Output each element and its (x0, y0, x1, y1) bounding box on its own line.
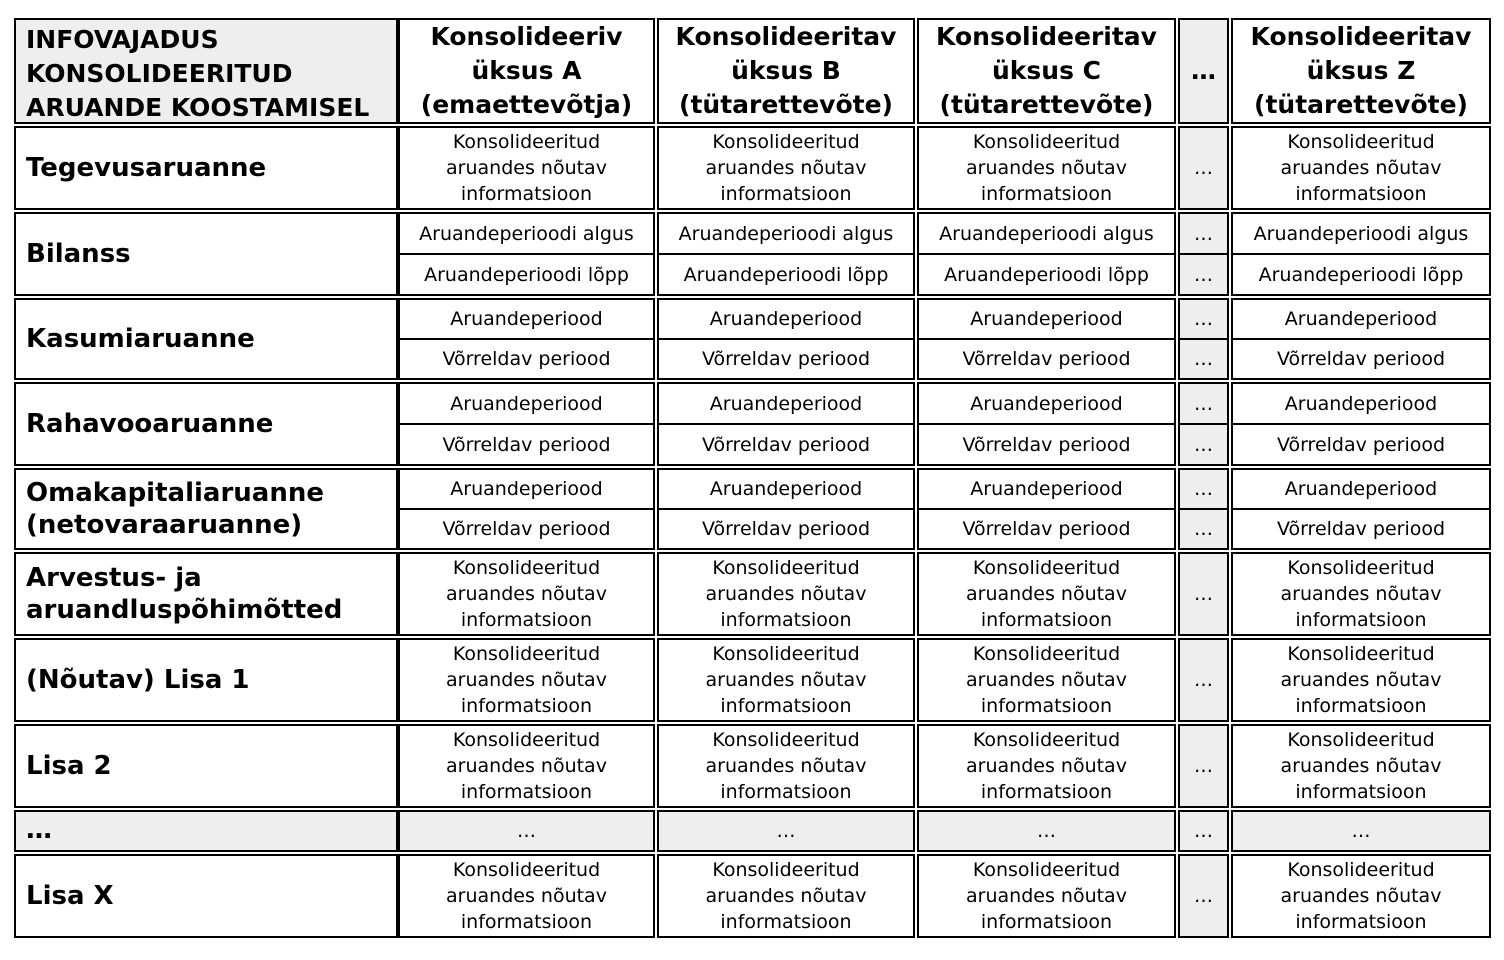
table-cell-bottom (917, 423, 1176, 466)
table-cell (917, 724, 1176, 808)
table-cell-top-text: Aruandeperiood (709, 478, 863, 500)
table-cell-top-text: Aruandeperiood (970, 478, 1123, 500)
table-cell (917, 552, 1176, 636)
table-cell-bottom (917, 508, 1176, 550)
row-label (14, 810, 398, 852)
table-cell-bottom (1231, 423, 1491, 466)
table-cell (1231, 810, 1491, 852)
table-corner-header-text: INFOVAJADUS KONSOLIDEERITUD ARUANDE KOOSTAMISEL (26, 25, 370, 122)
row-label (14, 298, 398, 380)
table-cell-bottom-text: Aruandeperioodi lõpp (944, 263, 1149, 286)
table-cell-top (917, 212, 1176, 255)
table-cell-top-text: Aruandeperioodi algus (939, 222, 1154, 245)
table-cell-bottom (657, 253, 915, 296)
table-cell-bottom (1231, 508, 1491, 550)
row-label-text: Lisa 2 (26, 751, 112, 781)
table-cell-text: Konsolideeritud aruandes nõutav informatsioon (1280, 557, 1442, 631)
table-cell (917, 810, 1176, 852)
table-cell (1178, 638, 1229, 722)
table-cell-bottom-text: Võrreldav periood (962, 433, 1131, 456)
table-cell-top-text: Aruandeperiood (1284, 392, 1438, 415)
table-cell-bottom-text: … (1194, 263, 1213, 286)
table-cell (398, 638, 655, 722)
table-cell-bottom (1178, 253, 1229, 296)
table-cell-text: Konsolideeritud aruandes nõutav informatsioon (1280, 859, 1442, 933)
table-cell (657, 724, 915, 808)
column-header-4-text: … (1191, 56, 1216, 85)
row-label-text: Tegevusaruanne (26, 153, 267, 183)
table-cell-bottom-text: Võrreldav periood (962, 348, 1131, 370)
table-cell (1231, 638, 1491, 722)
table-cell-top (1231, 382, 1491, 425)
table-cell-bottom (1178, 338, 1229, 380)
table-cell-top (657, 212, 915, 255)
row-label (14, 724, 398, 808)
table-cell-text: Konsolideeritud aruandes nõutav informatsioon (446, 643, 607, 717)
table-cell-bottom (657, 423, 915, 466)
table-cell-bottom-text: Aruandeperioodi lõpp (424, 263, 629, 286)
table-cell-text: … (1351, 820, 1371, 842)
table-cell-bottom-text: Võrreldav periood (1276, 433, 1446, 456)
table-corner-header (14, 18, 398, 124)
table-cell-bottom (1231, 338, 1491, 380)
table-cell (657, 638, 915, 722)
row-label (14, 212, 398, 296)
table-cell-top-text: … (1194, 478, 1213, 500)
table-cell-top (1231, 212, 1491, 255)
table-cell (1231, 724, 1491, 808)
table-cell-text: … (1037, 820, 1056, 842)
column-header-3 (917, 18, 1176, 124)
row-label-text: Kasumiaruanne (26, 324, 255, 354)
table-cell (398, 552, 655, 636)
row-label (14, 552, 398, 636)
row-label (14, 382, 398, 466)
table-cell-top-text: Aruandeperioodi algus (1253, 222, 1469, 245)
row-label-text: Omakapitaliaruanne (netovaraaruanne) (26, 478, 324, 540)
table-cell (917, 126, 1176, 210)
row-label-text: (Nõutav) Lisa 1 (26, 665, 250, 695)
table-cell-bottom (1178, 423, 1229, 466)
table-cell-bottom-text: … (1194, 433, 1213, 456)
table-cell (657, 552, 915, 636)
column-header-5-text: Konsolideeritav üksus Z (tütarettevõte) (1250, 22, 1472, 119)
table-cell-bottom-text: Võrreldav periood (962, 518, 1131, 540)
table-cell (398, 126, 655, 210)
table-cell-bottom-text: Aruandeperioodi lõpp (683, 263, 889, 286)
column-header-1 (398, 18, 655, 124)
table-cell-top-text: Aruandeperiood (970, 392, 1123, 415)
row-label-text: Rahavooaruanne (26, 409, 274, 439)
table-cell-top-text: Aruandeperioodi algus (678, 222, 894, 245)
table-cell-top (1178, 468, 1229, 510)
table-cell-text: … (1194, 820, 1213, 842)
table-cell (398, 854, 655, 938)
table-cell-text: Konsolideeritud aruandes nõutav informatsioon (705, 643, 867, 717)
table-cell (657, 126, 915, 210)
table-cell (1178, 552, 1229, 636)
table-cell-bottom-text: Võrreldav periood (701, 518, 871, 540)
table-cell-top-text: … (1194, 308, 1213, 330)
table-cell-top (657, 382, 915, 425)
table-cell-bottom-text: … (1194, 518, 1213, 540)
table-cell-text: Konsolideeritud aruandes nõutav informatsioon (966, 859, 1127, 933)
table-cell-top (398, 468, 655, 510)
table-cell-top (657, 298, 915, 340)
table-cell (398, 810, 655, 852)
table-cell (657, 854, 915, 938)
table-cell-top (398, 212, 655, 255)
table-cell-top-text: Aruandeperiood (450, 308, 603, 330)
table-cell-text: … (1194, 157, 1213, 179)
table-cell-text: Konsolideeritud aruandes nõutav informatsioon (446, 729, 607, 803)
table-cell-bottom (657, 508, 915, 550)
row-label-text: Lisa X (26, 881, 114, 911)
table-cell-text: Konsolideeritud aruandes nõutav informatsioon (1280, 729, 1442, 803)
table-cell (917, 854, 1176, 938)
table-cell-bottom (917, 338, 1176, 380)
table-cell-top (917, 298, 1176, 340)
table-cell-bottom-text: Aruandeperioodi lõpp (1258, 263, 1464, 286)
row-label-text: … (26, 815, 52, 845)
table-cell-top (1178, 382, 1229, 425)
row-label (14, 468, 398, 550)
table-cell-text: Konsolideeritud aruandes nõutav informatsioon (1280, 643, 1442, 717)
column-header-5 (1231, 18, 1491, 124)
table-cell-bottom-text: Võrreldav periood (442, 433, 611, 456)
table-cell-top (917, 382, 1176, 425)
table-cell (917, 638, 1176, 722)
table-cell (1231, 552, 1491, 636)
table-cell (1231, 126, 1491, 210)
table-cell-top (398, 298, 655, 340)
table-cell-bottom (398, 423, 655, 466)
table-cell-bottom-text: … (1194, 348, 1213, 370)
table-cell-bottom (657, 338, 915, 380)
table-cell-bottom (398, 508, 655, 550)
column-header-2 (657, 18, 915, 124)
table-cell-text: Konsolideeritud aruandes nõutav informatsioon (705, 729, 867, 803)
table-cell-top-text: Aruandeperiood (970, 308, 1123, 330)
table-cell (1178, 724, 1229, 808)
table-cell-text: Konsolideeritud aruandes nõutav informatsioon (966, 643, 1127, 717)
table-cell-bottom (917, 253, 1176, 296)
table-cell-text: … (1194, 885, 1213, 907)
table-cell-bottom-text: Võrreldav periood (1276, 518, 1446, 540)
table-cell-top-text: Aruandeperiood (450, 478, 603, 500)
table-cell-top-text: Aruandeperioodi algus (419, 222, 634, 245)
table-cell-top-text: Aruandeperiood (709, 392, 863, 415)
table-cell-top-text: Aruandeperiood (1284, 478, 1438, 500)
row-label-text: Arvestus- ja aruandluspõhimõtted (26, 563, 343, 625)
column-header-2-text: Konsolideeritav üksus B (tütarettevõte) (675, 22, 897, 119)
table-cell-text: Konsolideeritud aruandes nõutav informatsioon (1280, 131, 1442, 205)
table-cell-text: Konsolideeritud aruandes nõutav informatsioon (446, 131, 607, 205)
row-label (14, 638, 398, 722)
table-cell-text: Konsolideeritud aruandes nõutav informatsioon (966, 557, 1127, 631)
table-cell-text: Konsolideeritud aruandes nõutav informatsioon (446, 859, 607, 933)
table-cell-bottom-text: Võrreldav periood (701, 433, 871, 456)
table-cell-top-text: Aruandeperiood (709, 308, 863, 330)
table-cell-text: Konsolideeritud aruandes nõutav informatsioon (705, 859, 867, 933)
table-cell-text: Konsolideeritud aruandes nõutav informatsioon (446, 557, 607, 631)
row-label (14, 126, 398, 210)
table-cell (657, 810, 915, 852)
table-cell-top (1231, 468, 1491, 510)
table-cell-bottom (398, 253, 655, 296)
table-cell-top-text: Aruandeperiood (450, 392, 603, 415)
column-header-1-text: Konsolideeriv üksus A (emaettevõtja) (420, 22, 633, 119)
table-cell-text: … (1194, 583, 1213, 605)
table-cell-top-text: … (1194, 392, 1213, 415)
table-cell-text: … (776, 820, 796, 842)
row-label (14, 854, 398, 938)
table-cell (1178, 126, 1229, 210)
table-cell-top (917, 468, 1176, 510)
table-cell-text: … (1194, 755, 1213, 777)
table-cell-text: Konsolideeritud aruandes nõutav informatsioon (705, 557, 867, 631)
table-cell-bottom-text: Võrreldav periood (1276, 348, 1446, 370)
table-cell-top (1178, 212, 1229, 255)
table-cell (1178, 854, 1229, 938)
table-cell-bottom (398, 338, 655, 380)
table-cell-text: … (1194, 669, 1213, 691)
table-cell-top (1178, 298, 1229, 340)
table-cell-top (398, 382, 655, 425)
table-cell-top (1231, 298, 1491, 340)
table-cell-text: Konsolideeritud aruandes nõutav informatsioon (966, 729, 1127, 803)
table-cell-bottom-text: Võrreldav periood (442, 518, 611, 540)
table-cell-bottom (1178, 508, 1229, 550)
table-cell-bottom-text: Võrreldav periood (701, 348, 871, 370)
table-cell-text: Konsolideeritud aruandes nõutav informatsioon (705, 131, 867, 205)
table-cell-top-text: … (1194, 222, 1213, 245)
table-cell-bottom (1231, 253, 1491, 296)
table-cell-top (657, 468, 915, 510)
column-header-4 (1178, 18, 1229, 124)
table-cell-top-text: Aruandeperiood (1284, 308, 1438, 330)
table-cell (1231, 854, 1491, 938)
table-cell-bottom-text: Võrreldav periood (442, 348, 611, 370)
table-cell (1178, 810, 1229, 852)
table-cell-text: Konsolideeritud aruandes nõutav informatsioon (966, 131, 1127, 205)
row-label-text: Bilanss (26, 239, 131, 269)
table-cell-text: … (517, 820, 536, 842)
table-cell (398, 724, 655, 808)
column-header-3-text: Konsolideeritav üksus C (tütarettevõte) (936, 22, 1157, 119)
